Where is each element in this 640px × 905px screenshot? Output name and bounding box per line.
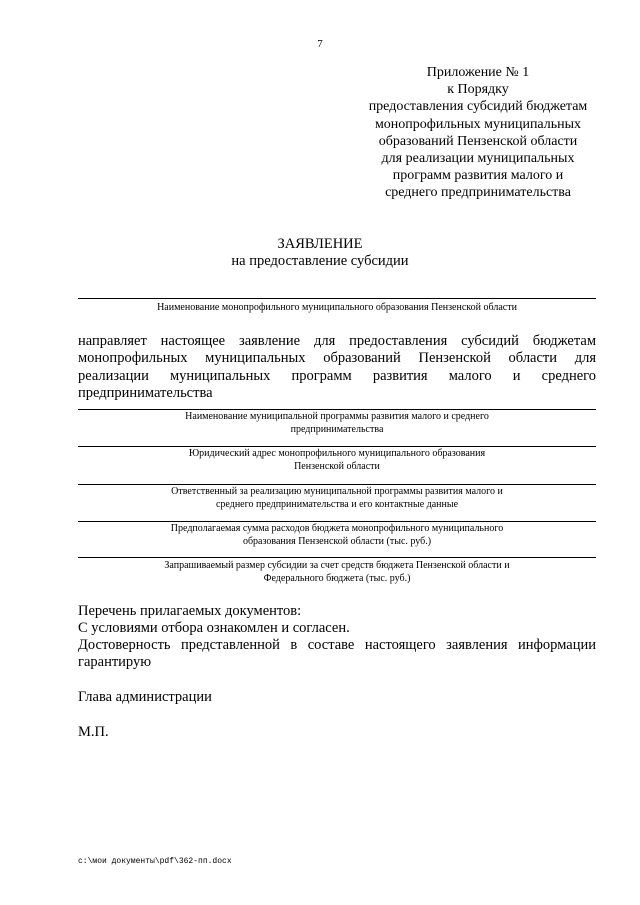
appendix-line: предоставления субсидий бюджетам xyxy=(368,99,588,115)
document-title-sub: на предоставление субсидии xyxy=(231,253,409,269)
footer-file-path: c:\мои документы\pdf\362-пп.docx xyxy=(78,857,232,866)
program-name-line[interactable] xyxy=(78,409,596,410)
caption-line: образования Пензенской области (тыс. руб.) xyxy=(242,535,432,547)
program-name-caption xyxy=(120,411,554,436)
caption-line: Наименование монопрофильного муниципального образования Пензенской области xyxy=(157,302,517,313)
body-paragraph-last-line: предпринимательства xyxy=(78,384,213,401)
requested-subsidy-line[interactable] xyxy=(78,557,596,558)
appendix-line: образований Пензенской области xyxy=(378,133,578,149)
legal-address-caption xyxy=(120,448,554,473)
body-paragraph xyxy=(78,333,596,402)
appendix-line: среднего предпринимательства xyxy=(385,185,571,201)
appendix-header xyxy=(352,64,604,202)
caption-line: Предполагаемая сумма расходов бюджета монопрофильного муниципального xyxy=(170,523,504,534)
caption-line: Ответственный за реализацию муниципальной программы развития малого и xyxy=(171,486,503,497)
responsible-person-caption xyxy=(120,486,554,511)
legal-address-line[interactable] xyxy=(78,446,596,447)
appendix-line: для реализации муниципальных xyxy=(381,151,575,167)
conditions-agreement-text: С условиями отбора ознакомлен и согласен. xyxy=(78,620,350,636)
municipality-name-caption xyxy=(120,302,554,315)
municipality-name-line[interactable] xyxy=(78,298,596,299)
appendix-line: программ развития малого и xyxy=(392,168,564,184)
caption-line: среднего предпринимательства и его контактные данные xyxy=(215,498,459,510)
caption-line: Федерального бюджета (тыс. руб.) xyxy=(263,572,411,584)
seal-placeholder: М.П. xyxy=(78,724,109,740)
page-number: 7 xyxy=(317,38,323,50)
responsible-person-line[interactable] xyxy=(78,484,596,485)
appendix-line: Приложение № 1 xyxy=(426,65,530,80)
appendix-line: монопрофильных муниципальных xyxy=(374,116,582,132)
document-title xyxy=(0,236,640,270)
requested-subsidy-caption xyxy=(120,560,554,585)
head-of-administration-label: Глава администрации xyxy=(78,689,212,705)
expected-expenses-line[interactable] xyxy=(78,521,596,522)
caption-line: Запрашиваемый размер субсидии за счет средств бюджета Пензенской области и xyxy=(164,560,510,571)
caption-line: Наименование муниципальной программы развития малого и среднего xyxy=(185,411,489,422)
documents-list-label: Перечень прилагаемых документов: xyxy=(78,603,302,619)
reliability-guarantee-text: Достоверность представленной в составе настоящего заявления информации гарантирую xyxy=(78,637,596,671)
caption-line: предпринимательства xyxy=(290,423,384,435)
body-paragraph-text: направляет настоящее заявление для предоставления субсидий бюджетам монопрофильных муниципальных образований Пензенской области для реализации муниципальных программ развития малого и среднего xyxy=(78,333,596,384)
appendix-line: к Порядку xyxy=(447,82,509,98)
expected-expenses-caption xyxy=(120,523,554,548)
document-title-main: ЗАЯВЛЕНИЕ xyxy=(277,236,363,252)
caption-line: Юридический адрес монопрофильного муниципального образования xyxy=(188,448,486,459)
caption-line: Пензенской области xyxy=(294,460,380,472)
